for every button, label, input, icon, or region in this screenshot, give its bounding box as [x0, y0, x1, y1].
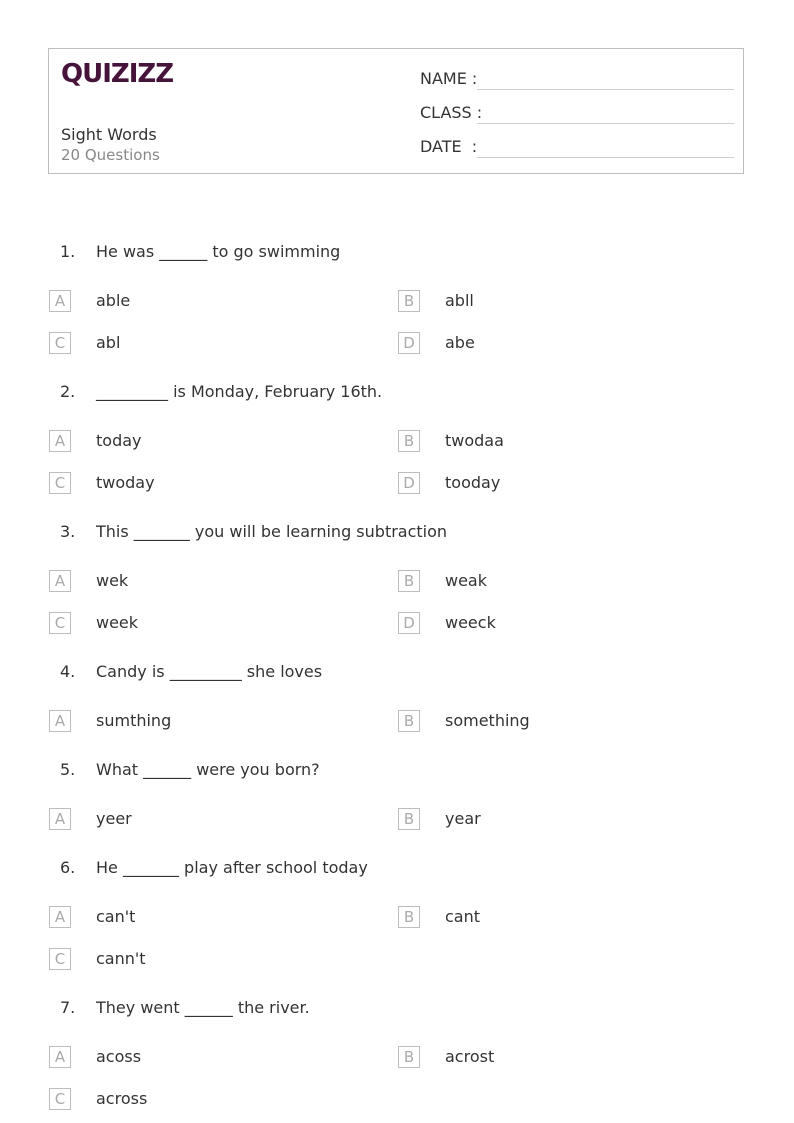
- question-number: 6.: [60, 858, 76, 877]
- worksheet-header: [48, 48, 744, 174]
- option-text[interactable]: cant: [445, 907, 481, 926]
- option-letter-box[interactable]: B: [398, 710, 420, 732]
- option-letter-box[interactable]: D: [398, 332, 420, 354]
- question-number: 1.: [60, 242, 76, 261]
- option-text[interactable]: abl: [96, 333, 121, 352]
- option-text[interactable]: able: [96, 291, 131, 310]
- option-text[interactable]: acrost: [445, 1047, 495, 1066]
- option-text[interactable]: twodaa: [445, 431, 504, 450]
- option-text[interactable]: abe: [445, 333, 475, 352]
- option-letter-box[interactable]: B: [398, 906, 420, 928]
- option-letter-box[interactable]: A: [49, 1046, 71, 1068]
- option-letter-box[interactable]: A: [49, 430, 71, 452]
- question-number: 5.: [60, 760, 76, 779]
- option-letter-box[interactable]: C: [49, 612, 71, 634]
- class-label: CLASS :: [420, 103, 483, 122]
- option-text[interactable]: acoss: [96, 1047, 142, 1066]
- option-text[interactable]: weak: [445, 571, 487, 590]
- class-line: [477, 123, 734, 124]
- question-number: 4.: [60, 662, 76, 681]
- quizizz-logo: QUIZIZZ: [61, 59, 174, 89]
- option-text[interactable]: today: [96, 431, 142, 450]
- date-label: DATE :: [420, 137, 478, 156]
- question-text: He _______ play after school today: [96, 858, 368, 877]
- option-text[interactable]: twoday: [96, 473, 155, 492]
- question-text: He was ______ to go swimming: [96, 242, 341, 261]
- option-letter-box[interactable]: A: [49, 906, 71, 928]
- option-letter-box[interactable]: C: [49, 948, 71, 970]
- option-letter-box[interactable]: B: [398, 290, 420, 312]
- option-text[interactable]: sumthing: [96, 711, 172, 730]
- option-letter-box[interactable]: B: [398, 808, 420, 830]
- question-number: 3.: [60, 522, 76, 541]
- option-letter-box[interactable]: A: [49, 808, 71, 830]
- option-letter-box[interactable]: C: [49, 472, 71, 494]
- worksheet-title: Sight Words: [61, 125, 157, 144]
- option-text[interactable]: wek: [96, 571, 129, 590]
- option-letter-box[interactable]: B: [398, 430, 420, 452]
- option-letter-box[interactable]: B: [398, 570, 420, 592]
- question-text: _________ is Monday, February 16th.: [96, 382, 383, 401]
- name-field[interactable]: [420, 69, 734, 91]
- option-letter-box[interactable]: C: [49, 332, 71, 354]
- option-letter-box[interactable]: A: [49, 710, 71, 732]
- option-letter-box[interactable]: A: [49, 570, 71, 592]
- question-text: This _______ you will be learning subtraction: [96, 522, 448, 541]
- date-field[interactable]: [420, 137, 734, 159]
- option-text[interactable]: week: [96, 613, 139, 632]
- option-text[interactable]: weeck: [445, 613, 496, 632]
- option-text[interactable]: yeer: [96, 809, 132, 828]
- option-text[interactable]: cann't: [96, 949, 146, 968]
- option-letter-box[interactable]: C: [49, 1088, 71, 1110]
- option-text[interactable]: something: [445, 711, 530, 730]
- option-letter-box[interactable]: B: [398, 1046, 420, 1068]
- date-line: [477, 157, 734, 158]
- question-number: 7.: [60, 998, 76, 1017]
- question-count: 20 Questions: [61, 146, 160, 164]
- option-text[interactable]: abll: [445, 291, 474, 310]
- class-field[interactable]: [420, 103, 734, 125]
- option-text[interactable]: across: [96, 1089, 148, 1108]
- option-text[interactable]: can't: [96, 907, 136, 926]
- option-letter-box[interactable]: D: [398, 472, 420, 494]
- option-text[interactable]: tooday: [445, 473, 501, 492]
- question-text: Candy is _________ she loves: [96, 662, 323, 681]
- option-letter-box[interactable]: A: [49, 290, 71, 312]
- question-number: 2.: [60, 382, 76, 401]
- name-line: [477, 89, 734, 90]
- option-text[interactable]: year: [445, 809, 481, 828]
- question-text: They went ______ the river.: [96, 998, 310, 1017]
- name-label: NAME :: [420, 69, 478, 88]
- question-text: What ______ were you born?: [96, 760, 320, 779]
- option-letter-box[interactable]: D: [398, 612, 420, 634]
